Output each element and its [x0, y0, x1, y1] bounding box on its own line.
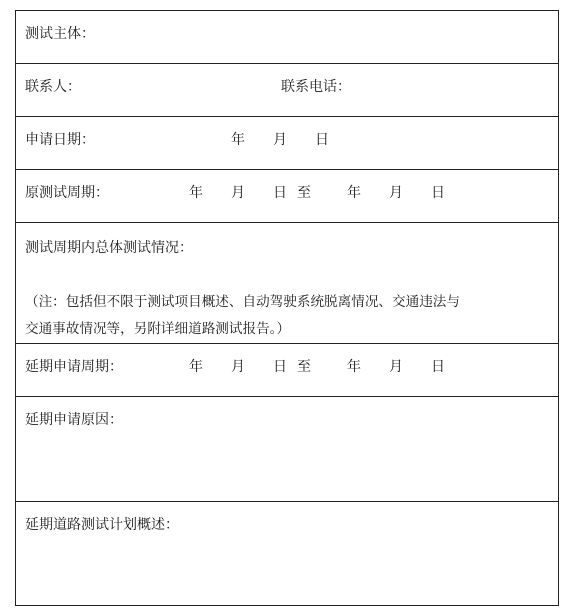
original-start-day-unit: 日	[273, 185, 287, 201]
overall-situation-label: 测试周期内总体测试情况：	[25, 240, 193, 256]
original-start-year-unit: 年	[189, 185, 203, 201]
extension-end-day-unit: 日	[431, 359, 445, 375]
extension-end-month-unit: 月	[389, 359, 403, 375]
note-line-1: （注：包括但不限于测试项目概述、自动驾驶系统脱离情况、交通违法与	[25, 294, 460, 310]
extension-start-year-unit: 年	[189, 359, 203, 375]
original-end-month-unit: 月	[389, 185, 403, 201]
row-original-period	[16, 170, 558, 223]
apply-day-unit: 日	[315, 132, 329, 148]
row-extension-period	[16, 344, 558, 397]
application-form	[15, 10, 559, 606]
original-start-month-unit: 月	[231, 185, 245, 201]
apply-date-label: 申请日期：	[25, 132, 95, 148]
extension-period-label: 延期申请周期：	[25, 359, 123, 375]
extension-start-day-unit: 日	[273, 359, 287, 375]
original-end-year-unit: 年	[347, 185, 361, 201]
row-apply-date	[16, 117, 558, 170]
original-end-day-unit: 日	[431, 185, 445, 201]
original-period-label: 原测试周期：	[25, 185, 109, 201]
contact-label: 联系人：	[25, 79, 81, 95]
row-overall-situation	[16, 223, 558, 344]
phone-label: 联系电话：	[281, 79, 351, 95]
test-subject-label: 测试主体：	[25, 26, 95, 42]
original-to-label: 至	[297, 185, 311, 201]
extension-end-year-unit: 年	[347, 359, 361, 375]
row-contact	[16, 64, 558, 117]
extension-to-label: 至	[297, 359, 311, 375]
apply-month-unit: 月	[273, 132, 287, 148]
extension-start-month-unit: 月	[231, 359, 245, 375]
extension-reason-label: 延期申请原因：	[25, 412, 123, 428]
note-line-2: 交通事故情况等，另附详细道路测试报告。）	[25, 321, 291, 337]
row-extension-plan	[16, 502, 558, 605]
apply-year-unit: 年	[231, 132, 245, 148]
extension-plan-label: 延期道路测试计划概述：	[25, 517, 179, 533]
row-extension-reason	[16, 397, 558, 502]
row-test-subject	[16, 11, 558, 64]
